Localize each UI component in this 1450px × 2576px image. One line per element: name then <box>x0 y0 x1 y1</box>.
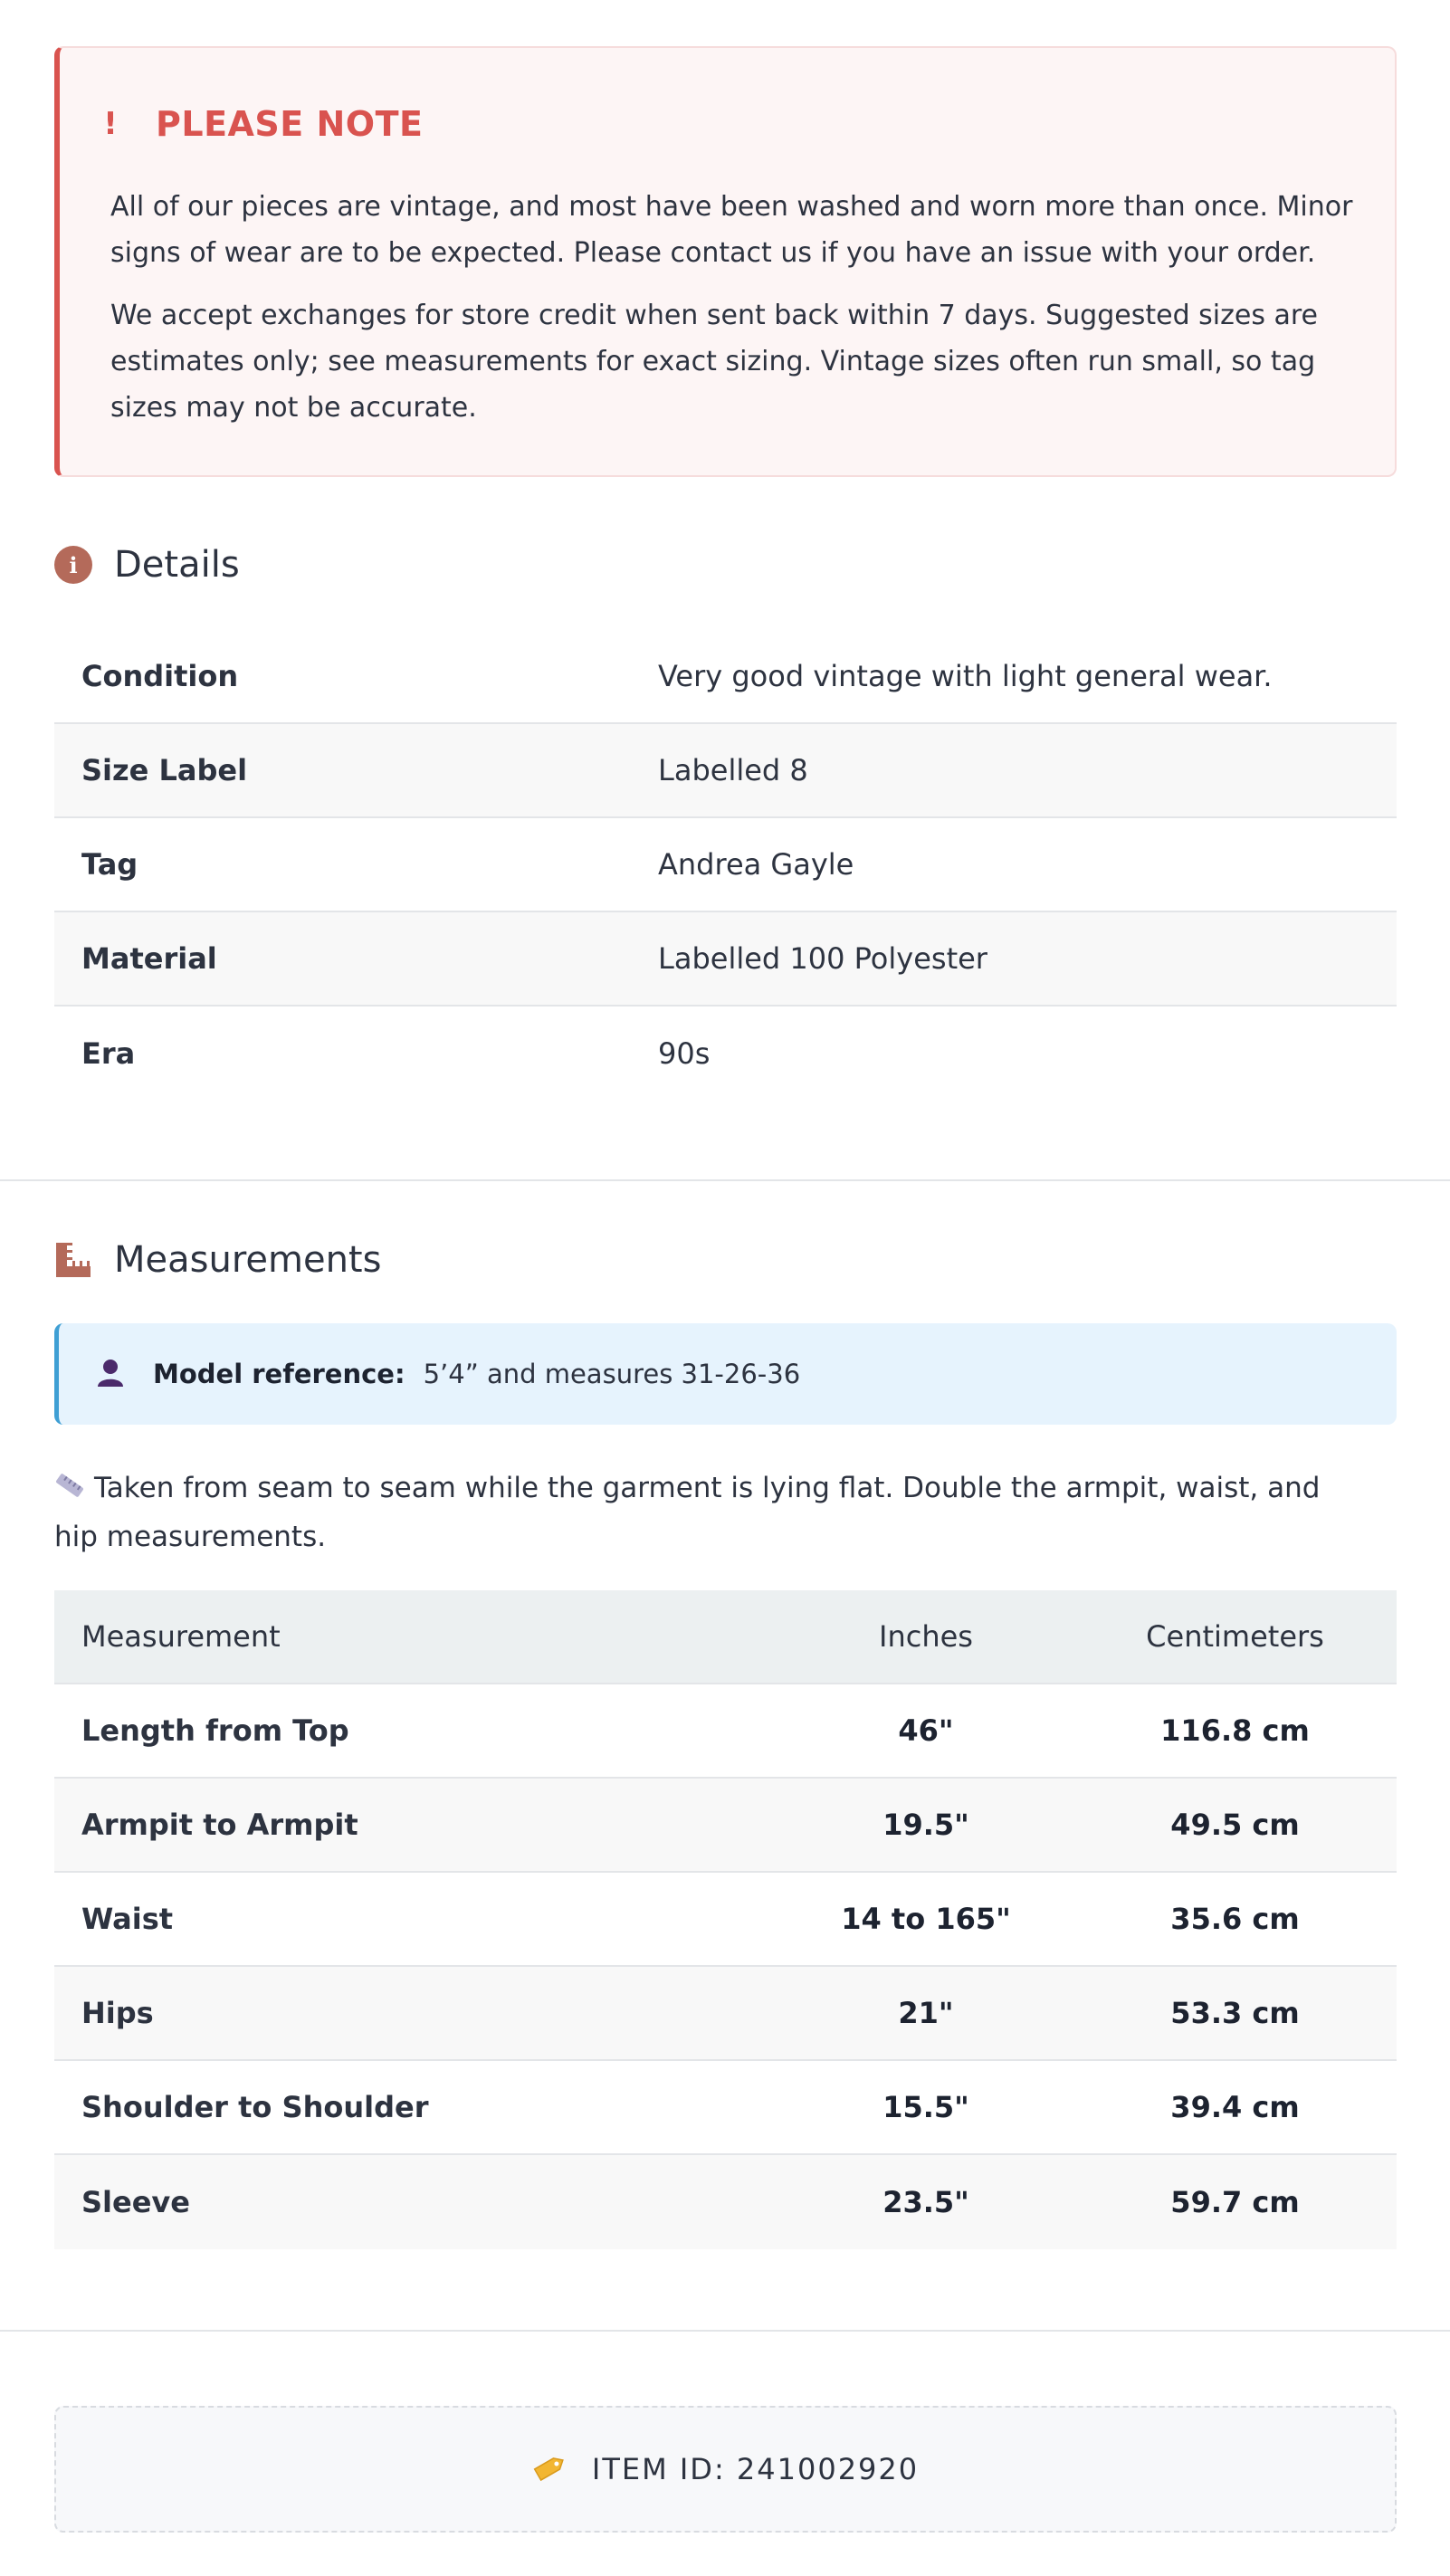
row-value: Labelled 100 Polyester <box>658 941 987 976</box>
ruler-icon <box>54 1466 85 1513</box>
column-header: Centimeters <box>1146 1619 1324 1654</box>
table-row <box>54 630 1397 724</box>
details-table <box>54 630 1397 1101</box>
notice-paragraph: All of our pieces are vintage, and most have been washed and worn more than once. Minor signs of wear are to be expected. Please contact us if you have an issue with your order. <box>110 191 1353 269</box>
row-value: Andrea Gayle <box>658 847 854 882</box>
row-value: Very good vintage with light general wear. <box>658 659 1273 693</box>
table-row <box>54 2061 1397 2155</box>
row-label: Material <box>81 941 217 976</box>
item-id: ITEM ID: 241002920 <box>591 2452 920 2486</box>
row-value: 90s <box>658 1036 711 1071</box>
measurement-name: Hips <box>81 1996 154 2030</box>
column-header: Measurement <box>81 1619 281 1654</box>
table-row <box>54 1007 1397 1101</box>
measurement-cm: 53.3 cm <box>1170 1996 1300 2030</box>
row-label: Size Label <box>81 753 248 787</box>
ruler-icon <box>54 1241 92 1279</box>
measurement-cm: 116.8 cm <box>1160 1713 1310 1748</box>
notice-header <box>96 100 423 148</box>
notice-box <box>54 46 1397 477</box>
measurements-heading <box>54 1239 381 1281</box>
measurement-name: Waist <box>81 1902 174 1936</box>
info-icon: i <box>54 546 92 584</box>
item-id-box <box>54 2406 1397 2533</box>
measurement-inches: 21" <box>898 1996 954 2030</box>
table-row <box>54 818 1397 912</box>
model-reference-box <box>54 1323 1397 1425</box>
model-reference-label: Model reference: <box>153 1359 405 1389</box>
section-divider <box>0 1179 1450 1181</box>
measurement-cm: 59.7 cm <box>1170 2185 1300 2219</box>
measurement-name: Sleeve <box>81 2185 190 2219</box>
measurement-name: Length from Top <box>81 1713 349 1748</box>
table-row <box>54 1684 1397 1779</box>
measurement-inches: 23.5" <box>882 2185 969 2219</box>
table-header <box>54 1590 1397 1684</box>
measurements-table <box>54 1590 1397 2249</box>
measurement-note <box>54 1465 1358 1560</box>
section-title: Details <box>114 544 240 586</box>
table-row <box>54 1779 1397 1873</box>
row-label: Era <box>81 1036 136 1071</box>
measurement-cm: 35.6 cm <box>1170 1902 1300 1936</box>
details-heading <box>54 544 240 586</box>
table-row <box>54 2155 1397 2249</box>
row-value: Labelled 8 <box>658 753 808 787</box>
table-row <box>54 1873 1397 1967</box>
notice-title: PLEASE NOTE <box>156 104 424 144</box>
section-divider <box>0 2330 1450 2332</box>
notice-paragraph: We accept exchanges for store credit when sent back within 7 days. Suggested sizes are estimates only; see measurements for exact sizing. Vintage sizes often run small, so tag sizes may not be accurate. <box>110 300 1319 424</box>
measurement-inches: 15.5" <box>882 2090 969 2124</box>
column-header: Inches <box>879 1619 973 1654</box>
section-title: Measurements <box>114 1239 382 1281</box>
table-row <box>54 1967 1397 2061</box>
table-row <box>54 912 1397 1007</box>
measurement-name: Shoulder to Shoulder <box>81 2090 429 2124</box>
row-label: Tag <box>81 847 138 882</box>
exclamation-icon: ! <box>103 106 118 142</box>
measurement-inches: 19.5" <box>882 1808 969 1842</box>
measurement-inches: 46" <box>898 1713 954 1748</box>
measurement-note-text: Taken from seam to seam while the garment is lying flat. Double the armpit, waist, and hip measurements. <box>54 1472 1321 1553</box>
model-reference-value: 5’4” and measures 31-26-36 <box>423 1359 801 1389</box>
measurement-cm: 49.5 cm <box>1170 1808 1300 1842</box>
measurement-inches: 14 to 165" <box>841 1902 1011 1936</box>
table-row <box>54 724 1397 818</box>
tag-icon <box>532 2452 568 2486</box>
measurement-cm: 39.4 cm <box>1170 2090 1300 2124</box>
person-icon <box>95 1357 126 1391</box>
measurement-name: Armpit to Armpit <box>81 1808 358 1842</box>
row-label: Condition <box>81 659 239 693</box>
